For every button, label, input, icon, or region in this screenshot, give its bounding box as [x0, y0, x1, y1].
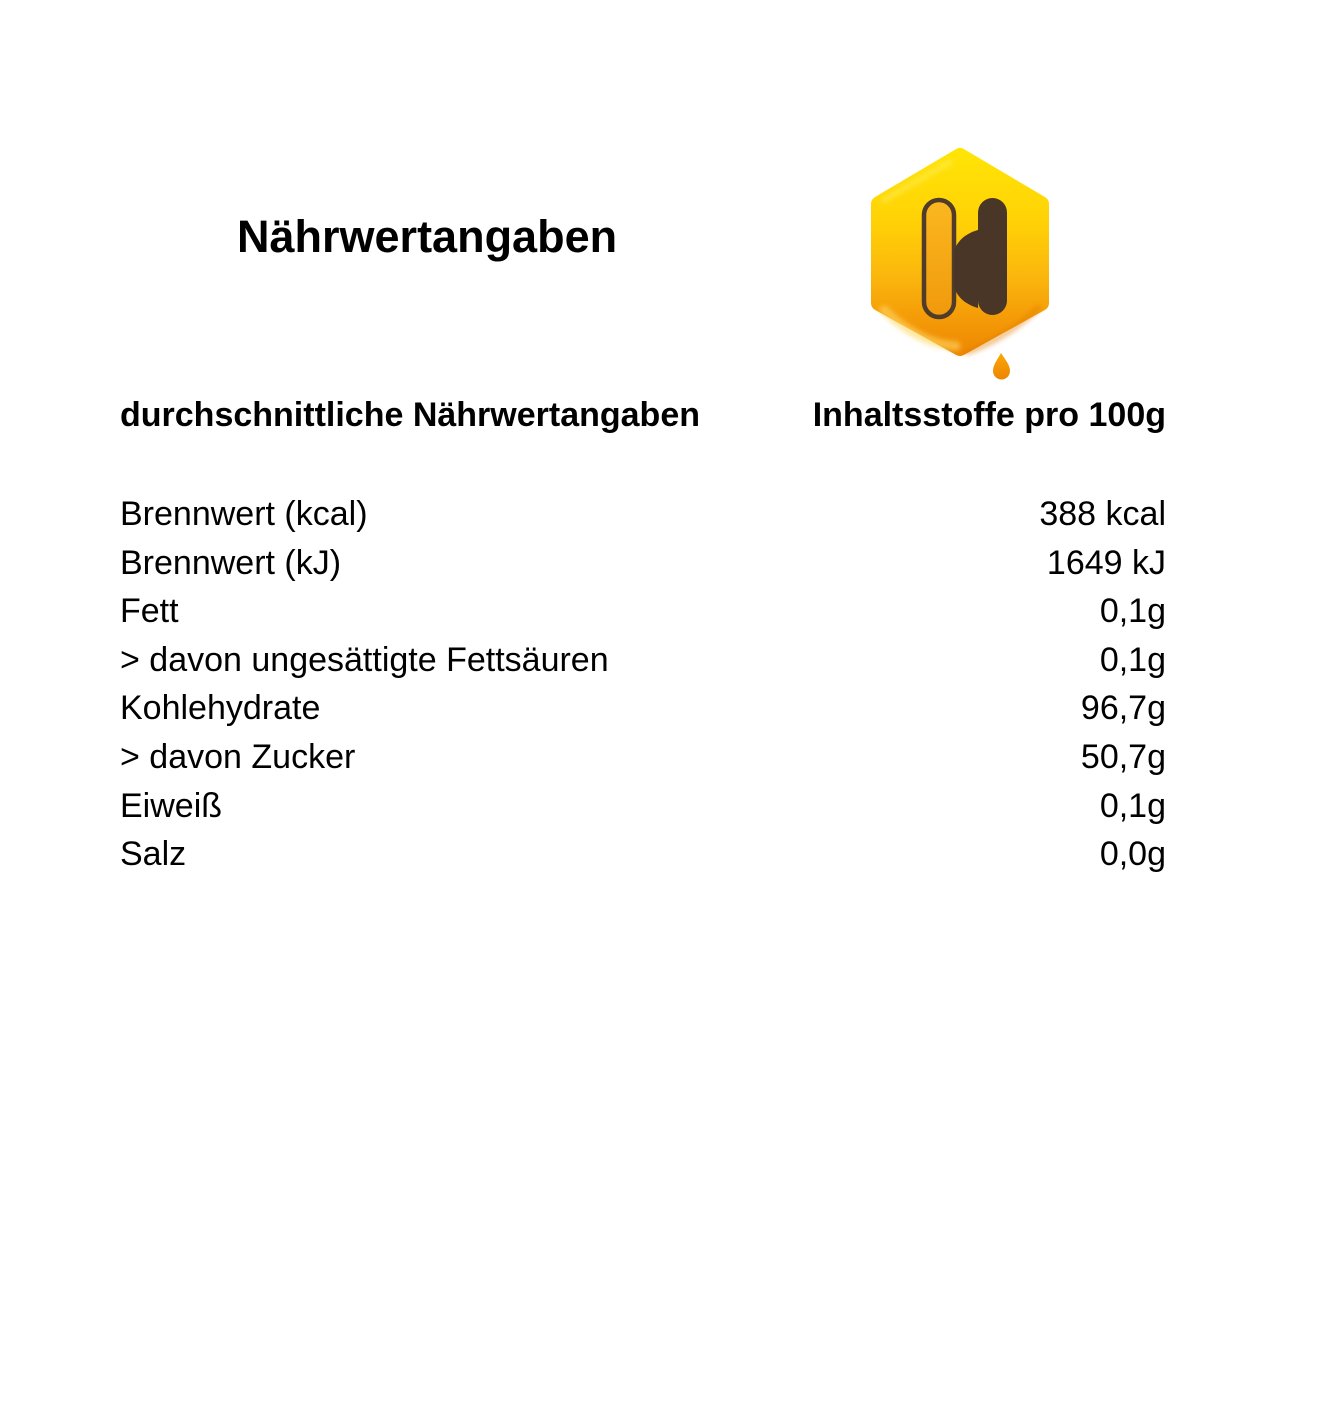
row-label: > davon ungesättigte Fettsäuren	[120, 640, 609, 679]
row-label: Brennwert (kcal)	[120, 495, 368, 533]
table-row	[120, 782, 1166, 831]
table-row	[120, 684, 1166, 733]
row-value: 0,1g	[1099, 592, 1166, 631]
table-header-left: durchschnittliche Nährwertangaben	[120, 396, 700, 434]
table-row	[120, 830, 1166, 879]
row-value: 0,0g	[1099, 835, 1166, 874]
table-row	[120, 733, 1166, 782]
row-label: Brennwert (kJ)	[120, 543, 342, 582]
row-value: 96,7g	[1080, 689, 1166, 728]
row-value: 1649 kJ	[1046, 543, 1166, 582]
row-label: Fett	[120, 592, 179, 631]
honey-hexagon-logo-icon	[860, 140, 1060, 390]
table-row	[120, 587, 1166, 636]
table-row	[120, 490, 1166, 539]
row-label: Kohlehydrate	[120, 689, 321, 728]
page-title: Nährwertangaben	[237, 211, 618, 262]
row-label: Eiweiß	[120, 786, 223, 825]
row-value: 50,7g	[1080, 737, 1166, 776]
table-header	[120, 395, 1166, 435]
table-header-right: Inhaltsstoffe pro 100g	[812, 396, 1166, 434]
honey-drop-icon	[993, 353, 1010, 380]
row-value: 0,1g	[1099, 640, 1166, 679]
row-label: > davon Zucker	[120, 737, 356, 776]
row-label: Salz	[120, 835, 187, 874]
nutrition-table-body	[120, 490, 1166, 879]
table-row	[120, 539, 1166, 588]
row-value: 0,1g	[1099, 786, 1166, 825]
row-value: 388 kcal	[1039, 495, 1166, 533]
table-row	[120, 636, 1166, 685]
